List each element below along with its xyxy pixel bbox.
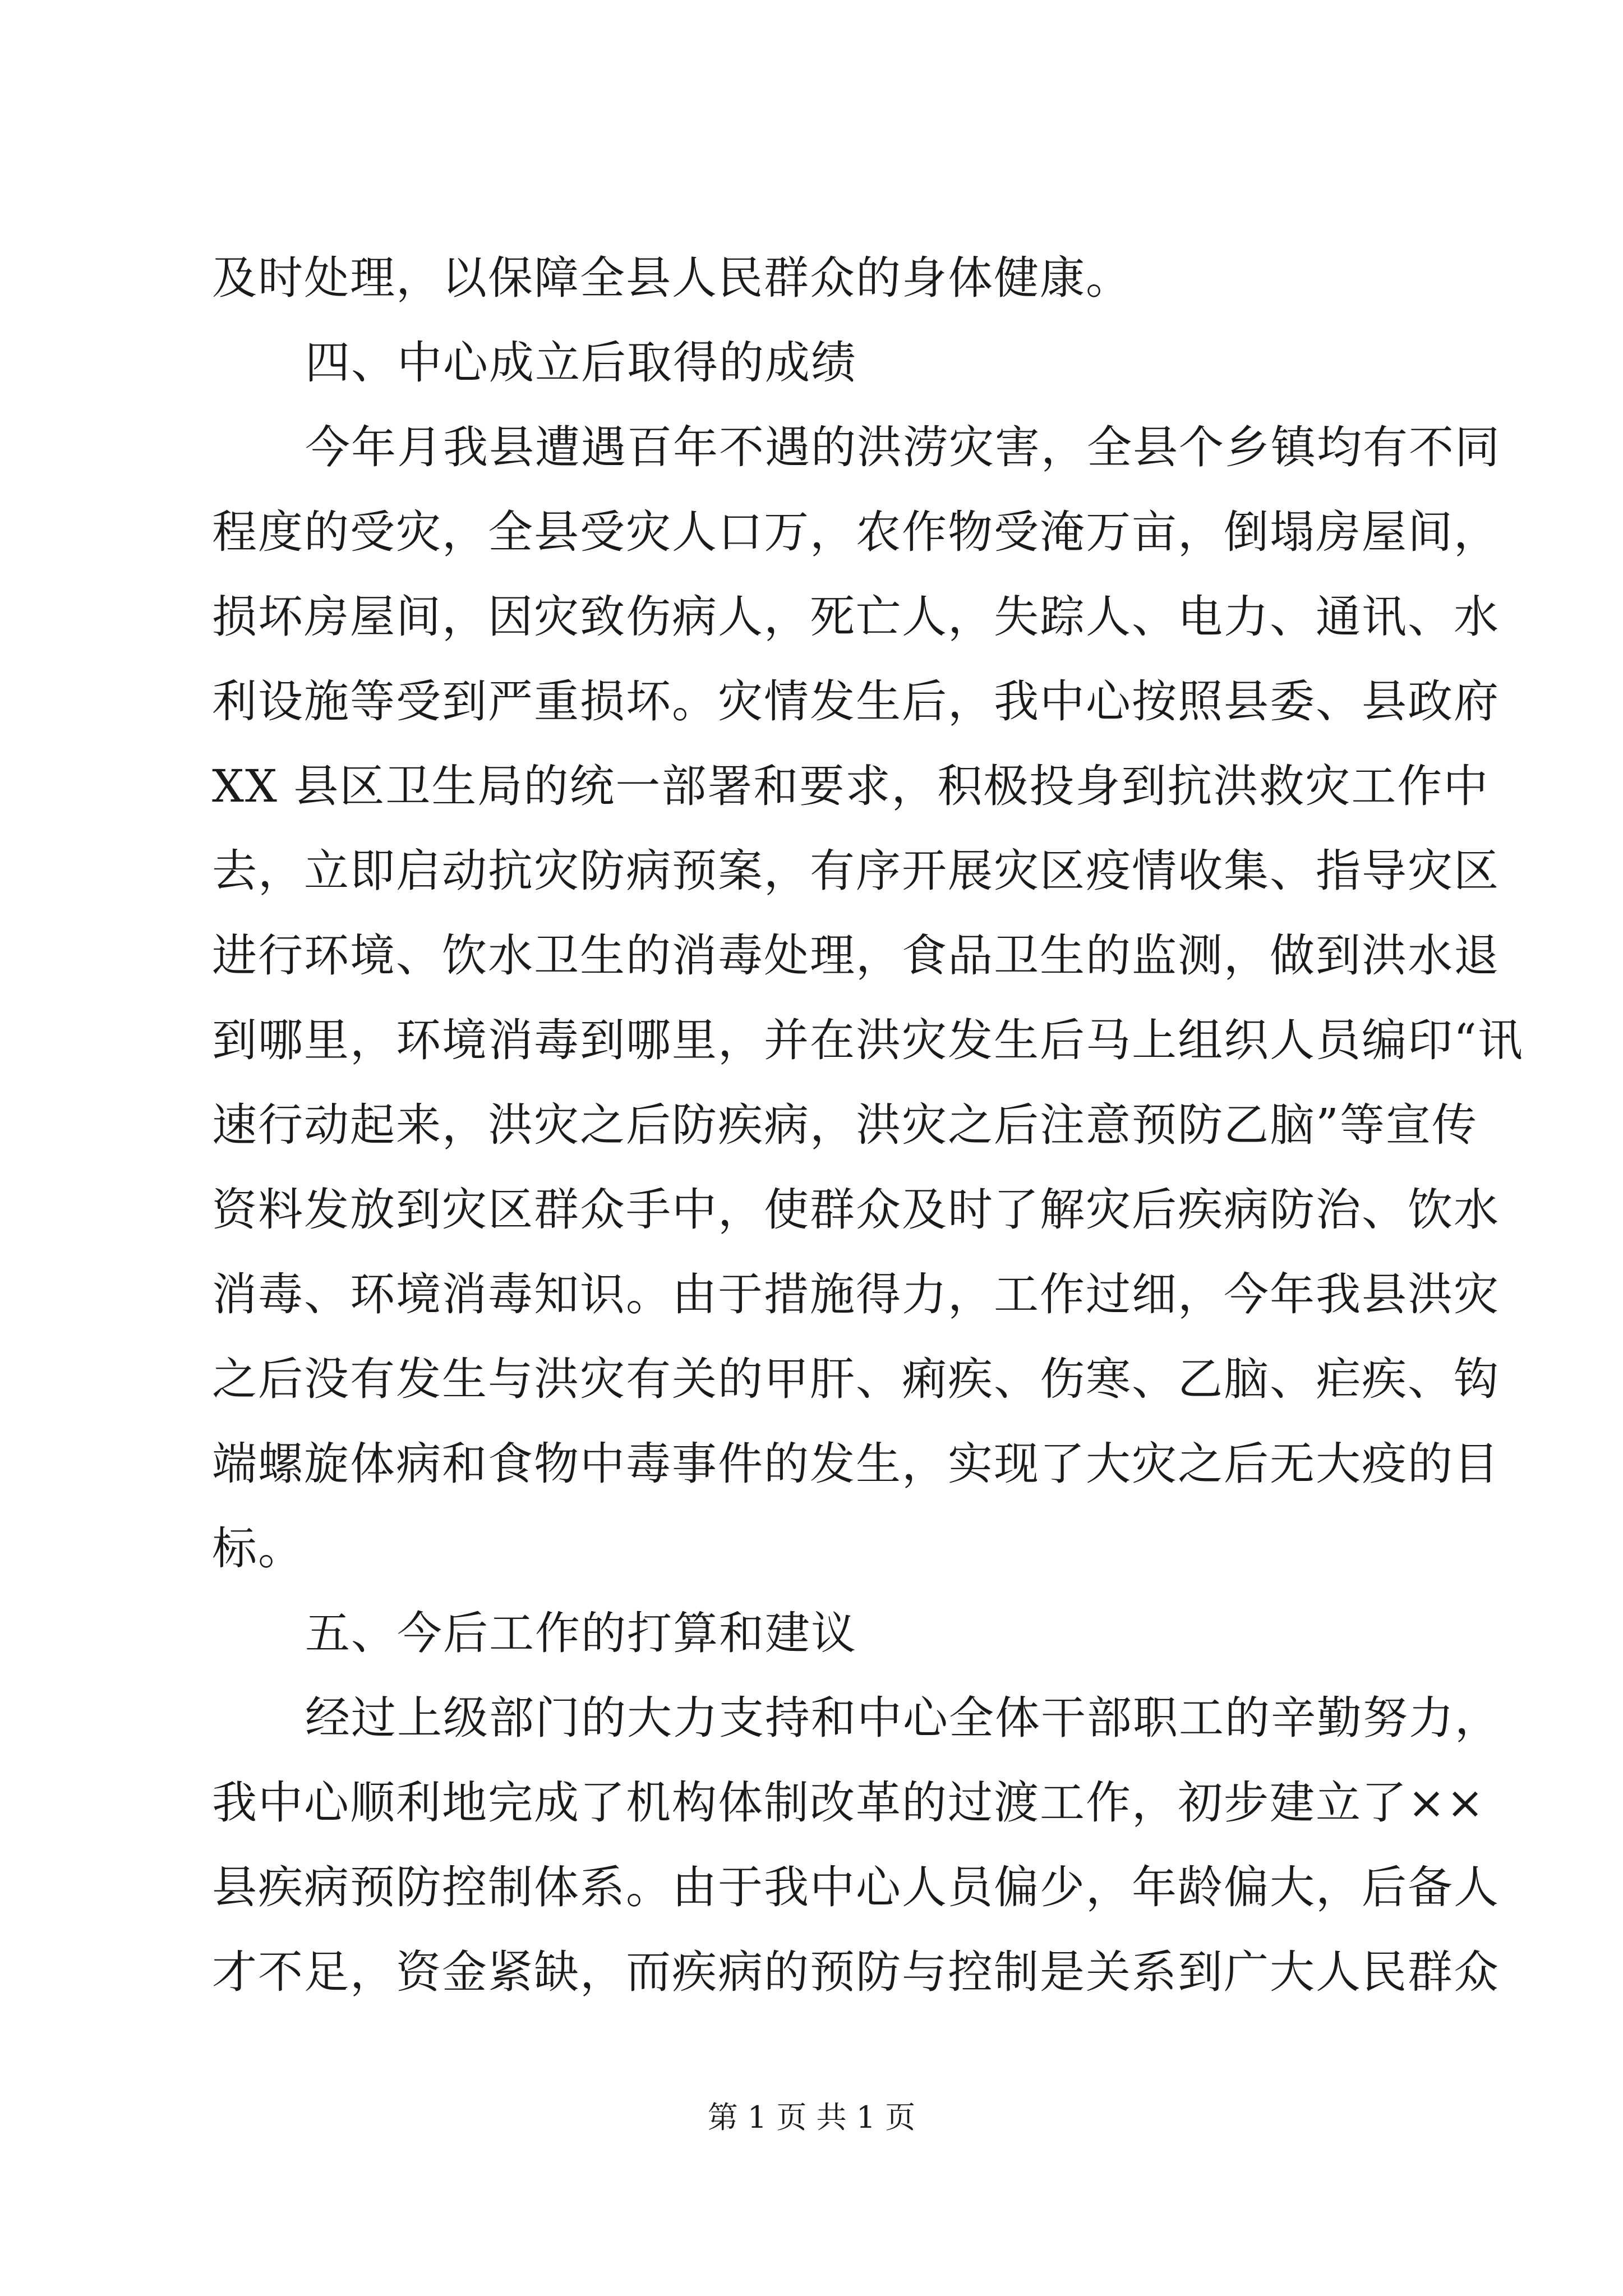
text-line: 利设施等受到严重损坏。灾情发生后，我中心按照县委、县政府 <box>212 675 1500 728</box>
text-line: 之后没有发生与洪灾有关的甲肝、痢疾、伤寒、乙脑、疟疾、钩 <box>212 1353 1500 1405</box>
text-line: XX 县区卫生局的统一部署和要求，积极投身到抗洪救灾工作中 <box>212 760 1490 812</box>
text-line: 损坏房屋间，因灾致伤病人，死亡人，失踪人、电力、通讯、水 <box>212 591 1500 643</box>
text-line: 才不足，资金紧缺，而疾病的预防与控制是关系到广大人民群众 <box>212 1946 1500 1998</box>
text-line: 程度的受灾，全县受灾人口万，农作物受淹万亩，倒塌房屋间， <box>212 506 1500 558</box>
text-line: 我中心顺利地完成了机构体制改革的过渡工作，初步建立了×× <box>212 1777 1486 1829</box>
text-line: 经过上级部门的大力支持和中心全体干部职工的辛勤努力， <box>305 1692 1501 1744</box>
text-line: 标。 <box>212 1522 304 1575</box>
section-heading-4: 四、中心成立后取得的成绩 <box>305 337 857 389</box>
text-line: 资料发放到灾区群众手中，使群众及时了解灾后疾病防治、饮水 <box>212 1184 1500 1236</box>
text-line: 消毒、环境消毒知识。由于措施得力，工作过细，今年我县洪灾 <box>212 1268 1500 1320</box>
text-line: 及时处理，以保障全县人民群众的身体健康。 <box>212 252 1132 304</box>
text-line: 县疾病预防控制体系。由于我中心人员偏少，年龄偏大，后备人 <box>212 1861 1500 1913</box>
text-line: 今年月我县遭遇百年不遇的洪涝灾害，全县个乡镇均有不同 <box>305 421 1501 473</box>
text-line: 速行动起来，洪灾之后防疾病，洪灾之后注意预防乙脑”等宣传 <box>212 1099 1478 1151</box>
document-body <box>212 236 1524 2014</box>
text-line: 去，立即启动抗灾防病预案，有序开展灾区疫情收集、指导灾区 <box>212 845 1500 897</box>
section-heading-5: 五、今后工作的打算和建议 <box>305 1607 857 1659</box>
text-line: 端螺旋体病和食物中毒事件的发生，实现了大灾之后无大疫的目 <box>212 1438 1500 1490</box>
page-footer <box>0 2098 1623 2137</box>
text-line: 到哪里，环境消毒到哪里，并在洪灾发生后马上组织人员编印“讯 <box>212 1014 1524 1066</box>
text-line: 进行环境、饮水卫生的消毒处理，食品卫生的监测，做到洪水退 <box>212 930 1500 982</box>
page-number-label: 第 1 页 共 1 页 <box>707 2100 916 2135</box>
